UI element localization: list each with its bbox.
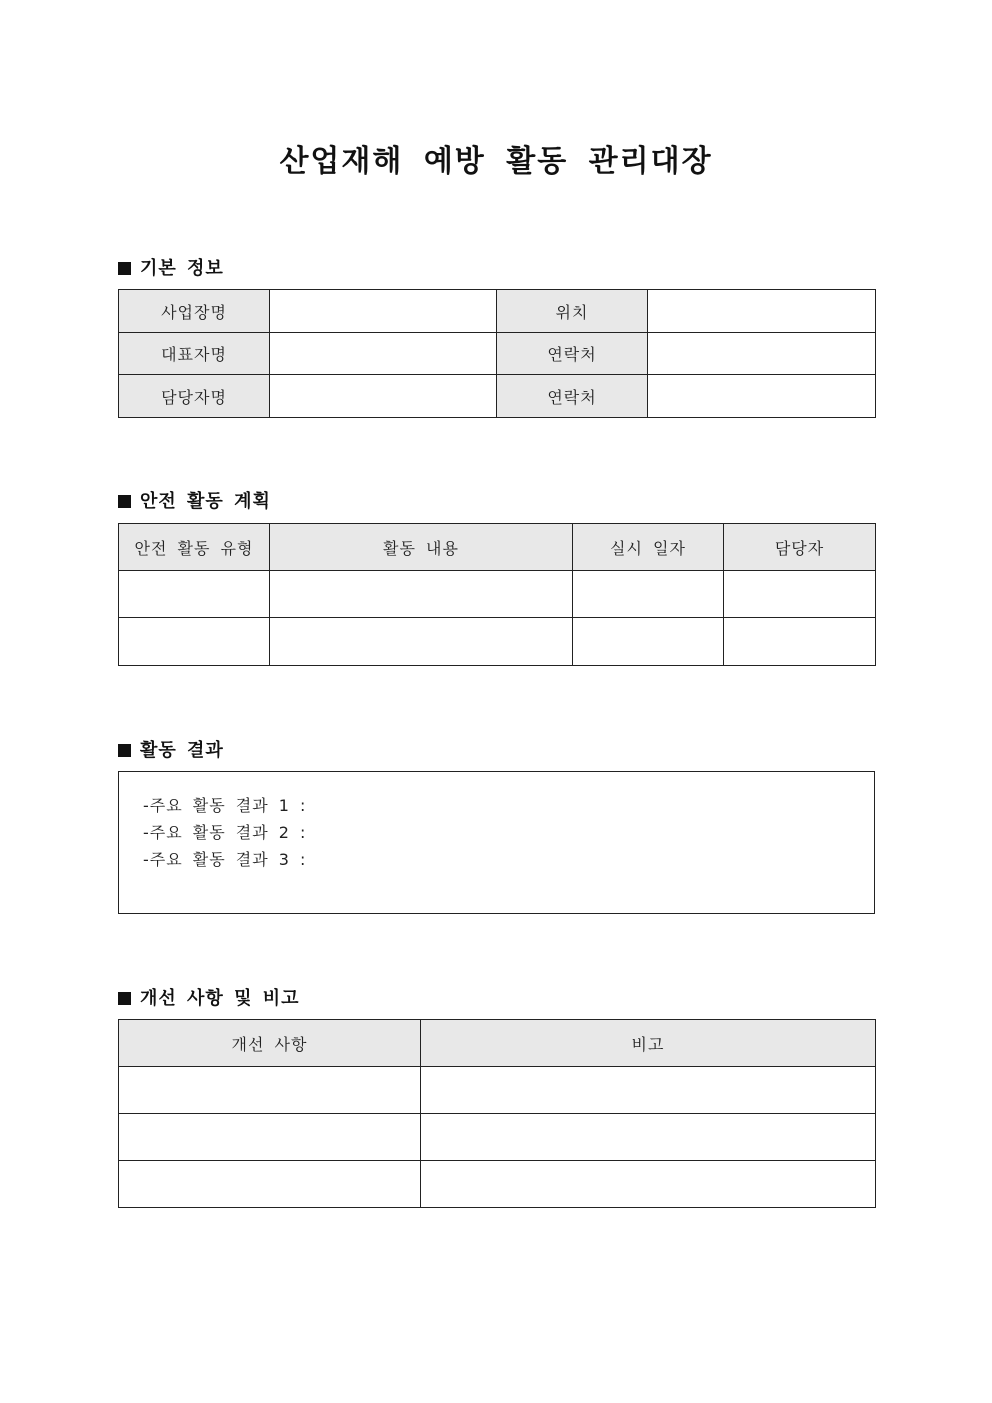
- activity-results-box[interactable]: [118, 771, 875, 914]
- table-row: [119, 1161, 876, 1208]
- label-location: 위치: [497, 290, 648, 333]
- improvements-table: [118, 1019, 876, 1208]
- location-field[interactable]: [648, 290, 876, 333]
- result-line-3: -주요 활동 결과 3 :: [143, 850, 307, 869]
- section-heading-activity-results: [118, 736, 224, 762]
- column-header-person-in-charge: 담당자: [724, 524, 876, 571]
- square-bullet-icon: [118, 495, 131, 508]
- table-row: [119, 618, 876, 666]
- table-cell[interactable]: [119, 1161, 421, 1208]
- table-cell[interactable]: [119, 1067, 421, 1114]
- safety-plan-table: [118, 523, 876, 666]
- section-heading-safety-plan: [118, 487, 271, 513]
- table-row: [119, 290, 876, 333]
- table-cell[interactable]: [724, 618, 876, 666]
- table-cell[interactable]: [119, 571, 270, 618]
- table-cell[interactable]: [270, 618, 573, 666]
- table-cell[interactable]: [119, 618, 270, 666]
- table-row: [119, 375, 876, 418]
- table-cell[interactable]: [573, 618, 724, 666]
- table-cell[interactable]: [421, 1114, 876, 1161]
- section-heading-label: 안전 활동 계획: [140, 491, 271, 512]
- label-representative-contact: 연락처: [497, 333, 648, 375]
- basic-info-table: [118, 289, 876, 418]
- document-title: 산업재해 예방 활동 관리대장: [279, 144, 713, 179]
- section-heading-label: 기본 정보: [140, 258, 224, 279]
- table-row: [119, 1067, 876, 1114]
- table-cell[interactable]: [119, 1114, 421, 1161]
- column-header-activity-content: 활동 내용: [270, 524, 573, 571]
- square-bullet-icon: [118, 262, 131, 275]
- business-name-field[interactable]: [270, 290, 497, 333]
- square-bullet-icon: [118, 744, 131, 757]
- column-header-activity-type: 안전 활동 유형: [119, 524, 270, 571]
- result-line-1: -주요 활동 결과 1 :: [143, 796, 307, 815]
- table-cell[interactable]: [421, 1161, 876, 1208]
- section-heading-improvements: [118, 984, 300, 1010]
- label-manager-name: 담당자명: [119, 375, 270, 418]
- table-row: [119, 1114, 876, 1161]
- section-heading-basic-info: [118, 254, 224, 280]
- column-header-improvements: 개선 사항: [119, 1020, 421, 1067]
- label-representative-name: 대표자명: [119, 333, 270, 375]
- square-bullet-icon: [118, 992, 131, 1005]
- table-cell[interactable]: [573, 571, 724, 618]
- result-line-2: -주요 활동 결과 2 :: [143, 823, 307, 842]
- table-row: [119, 333, 876, 375]
- label-business-name: 사업장명: [119, 290, 270, 333]
- table-row: [119, 571, 876, 618]
- table-cell[interactable]: [270, 571, 573, 618]
- table-cell[interactable]: [724, 571, 876, 618]
- manager-contact-field[interactable]: [648, 375, 876, 418]
- table-cell[interactable]: [421, 1067, 876, 1114]
- column-header-date: 실시 일자: [573, 524, 724, 571]
- table-header-row: [119, 1020, 876, 1067]
- label-manager-contact: 연락처: [497, 375, 648, 418]
- table-header-row: [119, 524, 876, 571]
- manager-name-field[interactable]: [270, 375, 497, 418]
- column-header-remarks: 비고: [421, 1020, 876, 1067]
- section-heading-label: 활동 결과: [140, 740, 224, 761]
- representative-name-field[interactable]: [270, 333, 497, 375]
- section-heading-label: 개선 사항 및 비고: [140, 988, 300, 1009]
- representative-contact-field[interactable]: [648, 333, 876, 375]
